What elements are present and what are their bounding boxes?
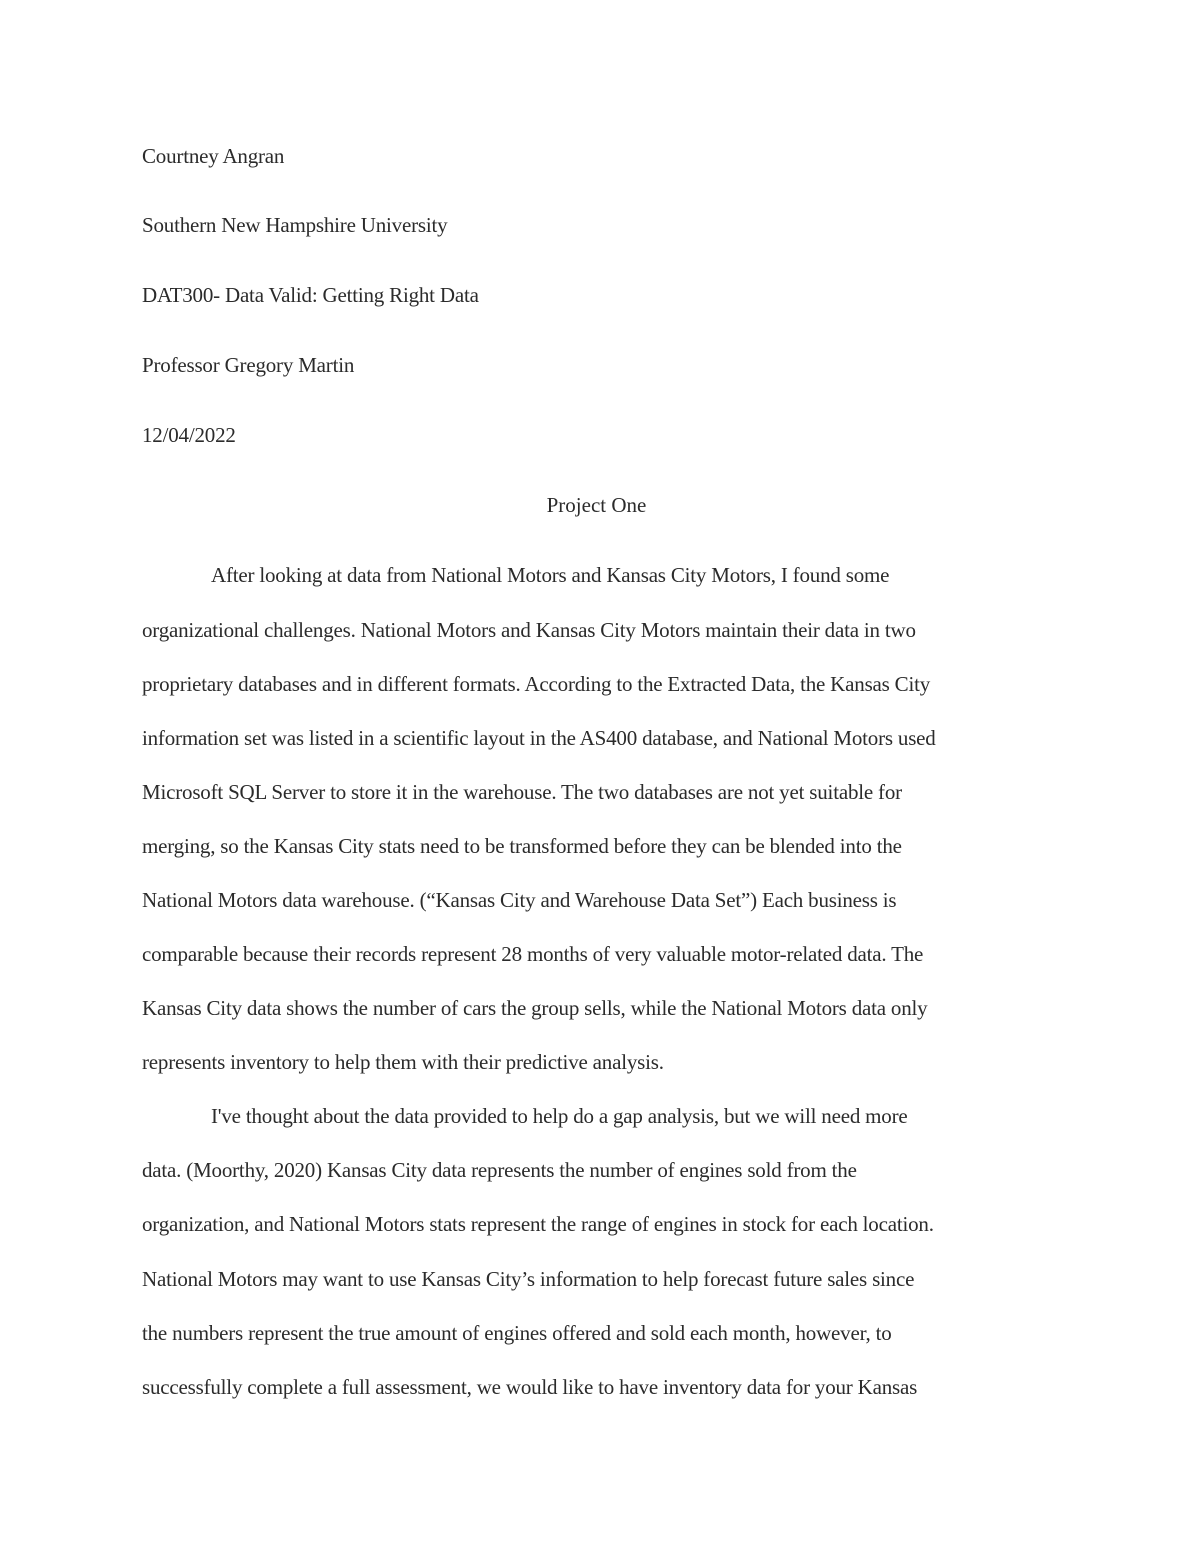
paragraph-2-line: National Motors may want to use Kansas City’s information to help forecast future sales since [142,1267,915,1291]
paragraph-2-line: successfully complete a full assessment, we would like to have inventory data for your Kansas [142,1375,918,1399]
paragraph-1-line: After looking at data from National Motors and Kansas City Motors, I found some [211,563,890,587]
paragraph-1-line: Kansas City data shows the number of cars the group sells, while the National Motors data only [142,996,928,1020]
paragraph-1-line: represents inventory to help them with their predictive analysis. [142,1050,664,1074]
institution-name: Southern New Hampshire University [142,213,448,237]
document-title: Project One [546,493,647,517]
paragraph-1-line: merging, so the Kansas City stats need to be transformed before they can be blended into the [142,834,902,858]
paragraph-2-line: the numbers represent the true amount of engines offered and sold each month, however, to [142,1321,892,1345]
paragraph-2-line: I've thought about the data provided to help do a gap analysis, but we will need more [211,1104,908,1128]
paragraph-1-line: National Motors data warehouse. (“Kansas City and Warehouse Data Set”) Each business is [142,888,897,912]
paragraph-1-line: information set was listed in a scientific layout in the AS400 database, and National Motors used [142,726,936,750]
paragraph-1-line: proprietary databases and in different formats. According to the Extracted Data, the Kansas City [142,672,931,696]
paragraph-2-line: organization, and National Motors stats represent the range of engines in stock for each location. [142,1212,934,1236]
paragraph-2-line: data. (Moorthy, 2020) Kansas City data represents the number of engines sold from the [142,1158,857,1182]
document-date: 12/04/2022 [142,423,236,447]
course-name: DAT300- Data Valid: Getting Right Data [142,283,479,307]
professor-name: Professor Gregory Martin [142,353,355,377]
paragraph-1-line: organizational challenges. National Motors and Kansas City Motors maintain their data in two [142,618,916,642]
paragraph-1-line: comparable because their records represent 28 months of very valuable motor-related data. The [142,942,924,966]
author-name: Courtney Angran [142,144,285,168]
paragraph-1-line: Microsoft SQL Server to store it in the warehouse. The two databases are not yet suitable for [142,780,902,804]
